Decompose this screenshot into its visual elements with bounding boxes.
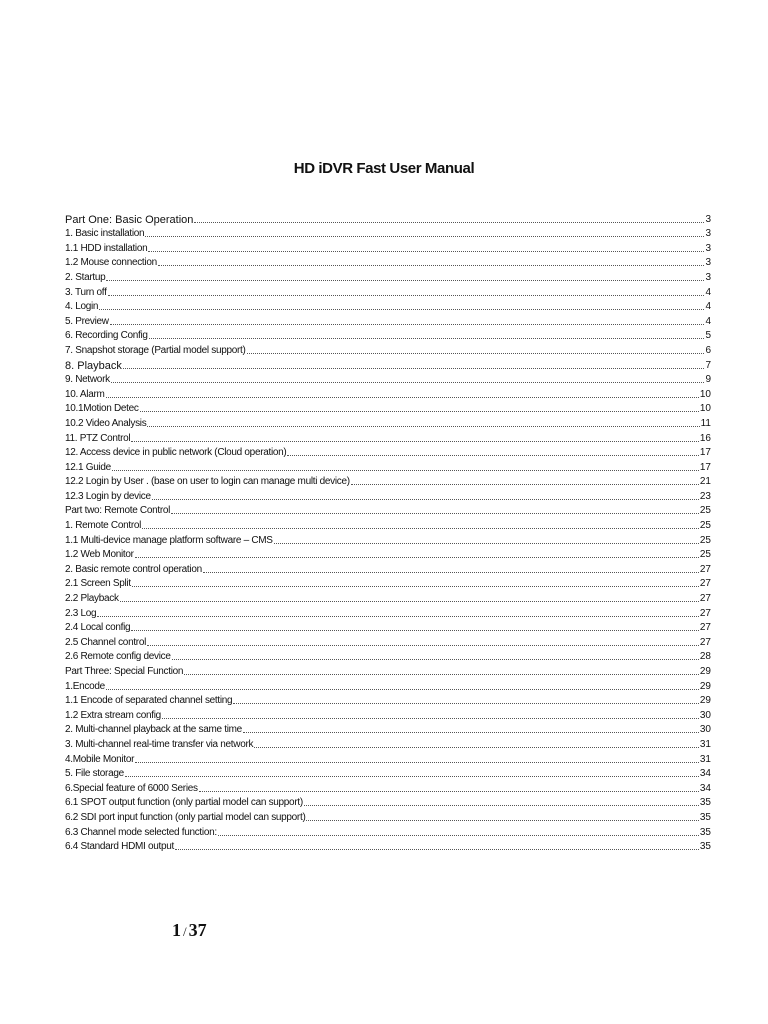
total-pages: 37	[188, 920, 207, 940]
toc-entry-label: 2. Multi-channel playback at the same time	[65, 724, 242, 736]
page-number	[172, 920, 207, 941]
toc-entry[interactable]	[65, 751, 711, 766]
toc-dot-leader	[97, 616, 699, 617]
toc-entry-label: Part two: Remote Control	[65, 505, 171, 517]
toc-dot-leader	[254, 747, 699, 748]
toc-dot-leader	[199, 791, 699, 792]
toc-entry-page: 30	[699, 709, 711, 721]
toc-dot-leader	[203, 572, 699, 573]
toc-entry-page: 3	[705, 228, 711, 240]
toc-entry-page: 5	[705, 330, 711, 342]
toc-entry-page: 35	[699, 841, 711, 853]
toc-entry-page: 3	[705, 257, 711, 269]
toc-dot-leader	[171, 513, 699, 514]
toc-entry-label: 6.2 SDI port input function (only partial model can support)	[65, 811, 306, 823]
toc-entry-page: 21	[699, 476, 711, 488]
toc-entry-label: 1. Basic installation	[65, 228, 145, 240]
toc-entry[interactable]	[65, 809, 711, 824]
toc-dot-leader	[194, 222, 704, 223]
toc-entry[interactable]	[65, 342, 711, 357]
toc-entry-page: 27	[699, 636, 711, 648]
toc-entry-page: 10	[699, 403, 711, 415]
toc-dot-leader	[175, 849, 699, 850]
toc-entry-page: 17	[699, 461, 711, 473]
toc-entry-page: 16	[699, 432, 711, 444]
toc-entry-label: 6. Recording Config	[65, 330, 148, 342]
toc-entry[interactable]	[65, 269, 711, 284]
toc-entry-label: 6.3 Channel mode selected function:	[65, 826, 217, 838]
toc-entry[interactable]	[65, 415, 711, 430]
toc-dot-leader	[106, 397, 699, 398]
toc-entry-page: 34	[699, 782, 711, 794]
toc-dot-leader	[304, 805, 699, 806]
toc-entry-label: 1. Remote Control	[65, 520, 142, 532]
toc-entry[interactable]	[65, 284, 711, 299]
toc-dot-leader	[131, 630, 699, 631]
toc-entry-label: 3. Multi-channel real-time transfer via network	[65, 738, 254, 750]
toc-entry-page: 9	[705, 374, 711, 386]
toc-entry-label: 10.2 Video Analysis	[65, 417, 147, 429]
toc-dot-leader	[140, 411, 699, 412]
toc-entry-page: 25	[699, 505, 711, 517]
toc-entry-label: 10.1Motion Detec	[65, 403, 139, 415]
toc-dot-leader	[135, 762, 699, 763]
toc-entry-label: 10. Alarm	[65, 388, 105, 400]
document-title: HD iDVR Fast User Manual	[293, 160, 475, 177]
toc-entry-page: 35	[699, 811, 711, 823]
toc-dot-leader	[125, 776, 699, 777]
toc-entry-page: 17	[699, 447, 711, 459]
toc-dot-leader	[110, 324, 705, 325]
toc-entry[interactable]	[65, 839, 711, 854]
toc-entry-label: 12.2 Login by User . (base on user to login can manage multi device)	[65, 476, 350, 488]
toc-entry[interactable]	[65, 445, 711, 460]
toc-entry-label: 7. Snapshot storage (Partial model support)	[65, 344, 246, 356]
toc-entry[interactable]	[65, 211, 711, 226]
toc-entry[interactable]	[65, 707, 711, 722]
toc-entry[interactable]	[65, 313, 711, 328]
toc-dot-leader	[306, 820, 698, 821]
toc-entry-page: 3	[705, 242, 711, 254]
toc-entry[interactable]	[65, 357, 711, 372]
toc-entry-page: 27	[699, 593, 711, 605]
toc-entry-page: 27	[699, 563, 711, 575]
toc-entry[interactable]	[65, 722, 711, 737]
toc-dot-leader	[247, 353, 705, 354]
toc-entry[interactable]	[65, 693, 711, 708]
toc-dot-leader	[351, 484, 699, 485]
current-page: 1	[172, 920, 181, 940]
toc-dot-leader	[274, 543, 699, 544]
toc-entry-label: 2.6 Remote config device	[65, 651, 171, 663]
toc-entry-label: 6.1 SPOT output function (only partial model can support)	[65, 797, 303, 809]
toc-entry[interactable]	[65, 474, 711, 489]
toc-entry-label: 1.1 Encode of separated channel setting	[65, 695, 233, 707]
toc-entry-label: 2.1 Screen Split	[65, 578, 131, 590]
toc-entry-label: 2. Basic remote control operation	[65, 563, 202, 575]
toc-dot-leader	[218, 835, 699, 836]
toc-entry-label: 1.2 Web Monitor	[65, 549, 134, 561]
page-separator: /	[183, 924, 187, 939]
toc-entry-page: 31	[699, 753, 711, 765]
toc-entry-page: 28	[699, 651, 711, 663]
toc-dot-leader	[112, 470, 699, 471]
toc-entry[interactable]	[65, 532, 711, 547]
toc-entry-label: 12.1 Guide	[65, 461, 111, 473]
toc-dot-leader	[147, 426, 699, 427]
toc-entry[interactable]	[65, 459, 711, 474]
toc-entry-label: 12.3 Login by device	[65, 490, 151, 502]
toc-entry-page: 29	[699, 680, 711, 692]
toc-entry-page: 4	[705, 315, 711, 327]
toc-dot-leader	[132, 586, 699, 587]
toc-entry[interactable]	[65, 430, 711, 445]
toc-entry[interactable]	[65, 605, 711, 620]
toc-entry[interactable]	[65, 488, 711, 503]
toc-entry-label: 5. Preview	[65, 315, 109, 327]
toc-entry[interactable]	[65, 328, 711, 343]
toc-entry-label: 9. Network	[65, 374, 110, 386]
toc-entry-page: 3	[705, 213, 711, 225]
toc-entry-page: 27	[699, 622, 711, 634]
toc-entry-page: 29	[699, 695, 711, 707]
toc-dot-leader	[147, 645, 699, 646]
toc-entry-label: 6.Special feature of 6000 Series	[65, 782, 198, 794]
table-of-contents	[65, 211, 711, 853]
toc-entry-label: 1.1 HDD installation	[65, 242, 148, 254]
toc-entry-page: 29	[699, 666, 711, 677]
toc-dot-leader	[148, 251, 704, 252]
toc-entry[interactable]	[65, 663, 711, 678]
toc-dot-leader	[233, 703, 699, 704]
toc-entry-label: 1.2 Mouse connection	[65, 257, 157, 269]
toc-entry[interactable]	[65, 547, 711, 562]
toc-entry-label: 2.4 Local config	[65, 622, 131, 634]
toc-entry[interactable]	[65, 401, 711, 416]
toc-entry-label: 4.Mobile Monitor	[65, 753, 135, 765]
toc-entry-label: 11. PTZ Control	[65, 432, 131, 444]
toc-dot-leader	[123, 368, 705, 369]
toc-dot-leader	[106, 689, 699, 690]
toc-entry[interactable]	[65, 561, 711, 576]
toc-dot-leader	[135, 557, 699, 558]
toc-entry-page: 34	[699, 768, 711, 780]
toc-entry[interactable]	[65, 678, 711, 693]
toc-dot-leader	[184, 674, 699, 675]
toc-entry-page: 30	[699, 724, 711, 736]
toc-dot-leader	[243, 732, 699, 733]
toc-entry[interactable]	[65, 240, 711, 255]
toc-dot-leader	[152, 499, 699, 500]
toc-entry-page: 10	[699, 388, 711, 400]
toc-entry-label: 1.1 Multi-device manage platform software – CMS	[65, 534, 273, 546]
toc-entry[interactable]	[65, 620, 711, 635]
toc-entry[interactable]	[65, 255, 711, 270]
toc-dot-leader	[111, 382, 705, 383]
toc-entry-label: 4. Login	[65, 301, 99, 313]
toc-entry-page: 27	[699, 578, 711, 590]
toc-entry-label: 1.Encode	[65, 680, 105, 692]
toc-entry[interactable]	[65, 226, 711, 241]
toc-entry-page: 7	[705, 359, 711, 371]
toc-entry[interactable]	[65, 386, 711, 401]
toc-entry-label: Part One: Basic Operation	[65, 213, 194, 226]
toc-entry[interactable]	[65, 372, 711, 387]
toc-entry-page: 11	[700, 417, 711, 429]
toc-dot-leader	[287, 455, 698, 456]
toc-entry-label: 2.5 Channel control	[65, 636, 147, 648]
toc-entry-label: 2.2 Playback	[65, 593, 119, 605]
toc-entry[interactable]	[65, 766, 711, 781]
toc-dot-leader	[172, 659, 699, 660]
toc-dot-leader	[149, 338, 705, 339]
toc-entry-label: 8. Playback	[65, 359, 122, 372]
toc-dot-leader	[99, 309, 704, 310]
toc-dot-leader	[108, 295, 705, 296]
toc-entry-label: 2.3 Log	[65, 607, 97, 619]
toc-entry-label: 3. Turn off	[65, 286, 107, 298]
toc-entry-page: 3	[705, 271, 711, 283]
toc-entry-label: 6.4 Standard HDMI output	[65, 841, 174, 853]
toc-dot-leader	[120, 601, 699, 602]
toc-entry[interactable]	[65, 576, 711, 591]
toc-entry[interactable]	[65, 299, 711, 314]
toc-entry-page: 35	[699, 797, 711, 809]
toc-dot-leader	[142, 528, 699, 529]
toc-dot-leader	[145, 236, 704, 237]
toc-entry-label: Part Three: Special Function	[65, 666, 184, 677]
toc-entry-page: 25	[699, 549, 711, 561]
toc-dot-leader	[158, 265, 705, 266]
toc-entry[interactable]	[65, 649, 711, 664]
toc-dot-leader	[106, 280, 704, 281]
toc-entry-page: 25	[699, 520, 711, 532]
toc-entry[interactable]	[65, 795, 711, 810]
toc-entry[interactable]	[65, 517, 711, 532]
toc-entry[interactable]	[65, 824, 711, 839]
toc-entry-page: 35	[699, 826, 711, 838]
toc-entry-page: 31	[699, 738, 711, 750]
toc-entry[interactable]	[65, 634, 711, 649]
toc-entry-label: 2. Startup	[65, 271, 106, 283]
toc-entry-page: 6	[705, 344, 711, 356]
toc-entry-label: 12. Access device in public network (Cloud operation)	[65, 447, 287, 459]
toc-entry-page: 25	[699, 534, 711, 546]
toc-entry-page: 4	[705, 301, 711, 313]
toc-entry-page: 27	[699, 607, 711, 619]
toc-entry-label: 5. File storage	[65, 768, 124, 780]
toc-entry[interactable]	[65, 590, 711, 605]
toc-dot-leader	[162, 718, 699, 719]
toc-entry-page: 4	[705, 286, 711, 298]
toc-entry[interactable]	[65, 736, 711, 751]
toc-entry-label: 1.2 Extra stream config	[65, 709, 161, 721]
toc-entry-page: 23	[699, 490, 711, 502]
toc-entry[interactable]	[65, 503, 711, 518]
toc-dot-leader	[131, 441, 699, 442]
toc-entry[interactable]	[65, 780, 711, 795]
